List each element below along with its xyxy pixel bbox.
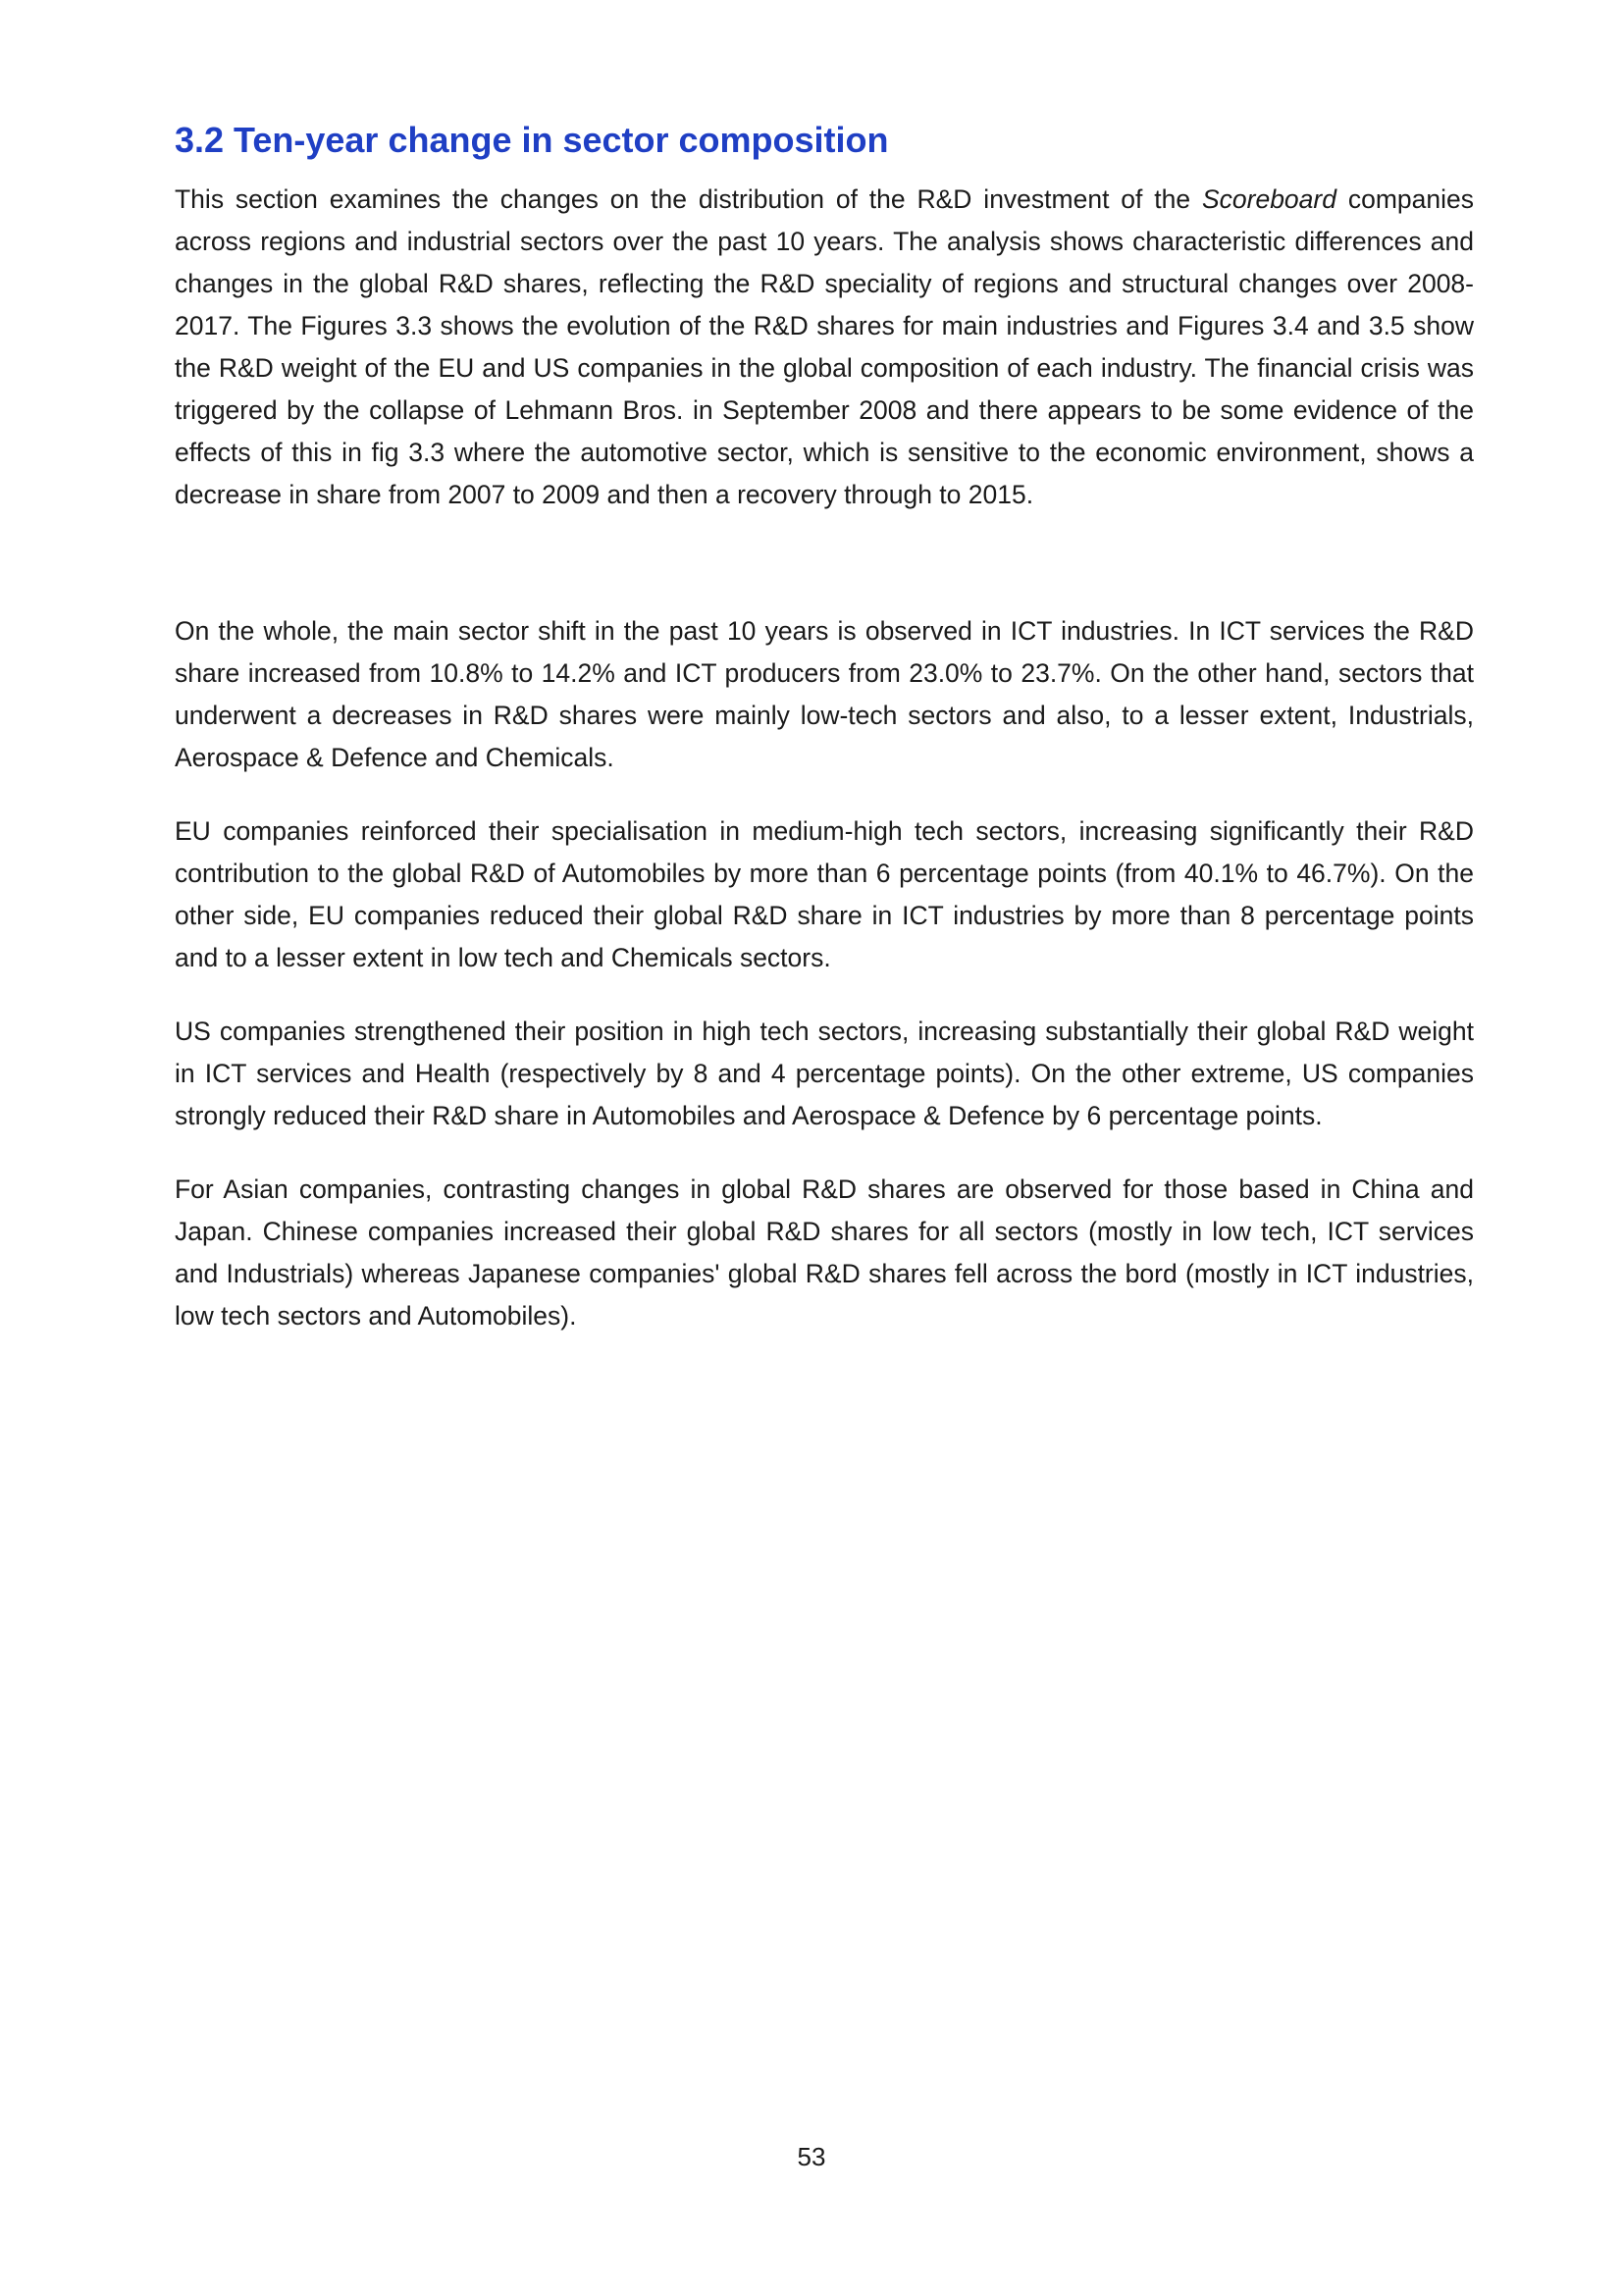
paragraph-intro xyxy=(175,179,1474,516)
page-number: 53 xyxy=(797,2142,826,2171)
paragraph-intro-start: This section examines the changes on the distribution of the R&D investment of the xyxy=(175,184,1202,214)
paragraph-ict-shift: On the whole, the main sector shift in the past 10 years is observed in ICT industries. In ICT services the R&D share increased from 10.8% to 14.2% and ICT producers from 23.0% to 23.7%. On the other hand, sectors that underwent a decreases in R&D shares were mainly low-tech sectors and also, to a lesser extent, Industrials, Aerospace & Defence and Chemicals. xyxy=(175,616,1474,772)
section-title: 3.2 Ten-year change in sector composition xyxy=(175,120,889,160)
paragraph-eu-companies: EU companies reinforced their specialisation in medium-high tech sectors, increasing significantly their R&D contribution to the global R&D of Automobiles by more than 6 percentage points (from 40.1% to 46.7%). On the other side, EU companies reduced their global R&D share in ICT industries by more than 8 percentage points and to a lesser extent in low tech and Chemicals sectors. xyxy=(175,816,1474,972)
paragraph-asian-companies: For Asian companies, contrasting changes in global R&D shares are observed for those based in China and Japan. Chinese companies increased their global R&D shares for all sectors (mostly in low tech, ICT services and Industrials) whereas Japanese companies' global R&D shares fell across the bord (mostly in ICT industries, low tech sectors and Automobiles). xyxy=(175,1174,1474,1331)
paragraph-intro-end: companies across regions and industrial sectors over the past 10 years. The analysis shows characteristic differences and changes in the global R&D shares, reflecting the R&D speciality of regions and structural changes over 2008-2017. The Figures 3.3 shows the evolution of the R&D shares for main industries and Figures 3.4 and 3.5 show the R&D weight of the EU and US companies in the global composition of each industry. The financial crisis was triggered by the collapse of Lehmann Bros. in September 2008 and there appears to be some evidence of the effects of this in fig 3.3 where the automotive sector, which is sensitive to the economic environment, shows a decrease in share from 2007 to 2009 and then a recovery through to 2015. xyxy=(175,184,1474,509)
page-content xyxy=(175,116,1474,1369)
paragraph-us-companies: US companies strengthened their position in high tech sectors, increasing substantially their global R&D weight in ICT services and Health (respectively by 8 and 4 percentage points). On the other extreme, US companies strongly reduced their R&D share in Automobiles and Aerospace & Defence by 6 percentage points. xyxy=(175,1017,1474,1130)
paragraph-intro-italic: Scoreboard xyxy=(1201,184,1336,214)
